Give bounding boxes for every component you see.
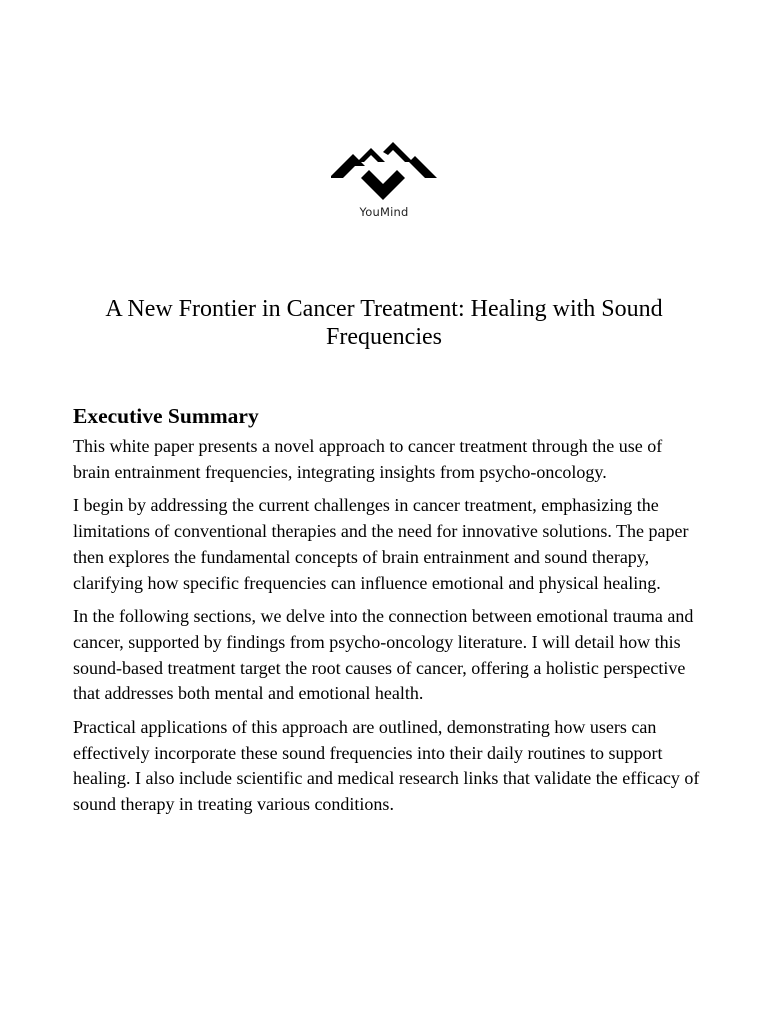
paragraph: This white paper presents a novel approach to cancer treatment through the use of brain entrainment frequencies, integrating insights from psycho-oncology. [73, 436, 663, 482]
logo-name: YouMind [359, 205, 409, 219]
section-heading: Executive Summary [73, 404, 259, 428]
document-title: A New Frontier in Cancer Treatment: Healing with Sound Frequencies [105, 296, 663, 350]
youmind-logo-icon [331, 140, 437, 202]
logo [0, 140, 768, 219]
paragraph: In the following sections, we delve into the connection between emotional trauma and cancer, supported by findings from psycho-oncology literature. I will detail how this sound-based treatment target the root causes of cancer, offering a holistic perspective that addresses both mental and emotional health. [73, 606, 694, 704]
paragraph: I begin by addressing the current challenges in cancer treatment, emphasizing the limitations of conventional therapies and the need for innovative solutions. The paper then explores the fundamental concepts of brain entrainment and sound therapy, clarifying how specific frequencies can influence emotional and physical healing. [73, 495, 689, 593]
document-body [73, 403, 701, 826]
paragraph: Practical applications of this approach are outlined, demonstrating how users can effectively incorporate these sound frequencies into their daily routines to support healing. I also include scientific and medical research links that validate the efficacy of sound therapy in treating various conditions. [73, 717, 700, 815]
